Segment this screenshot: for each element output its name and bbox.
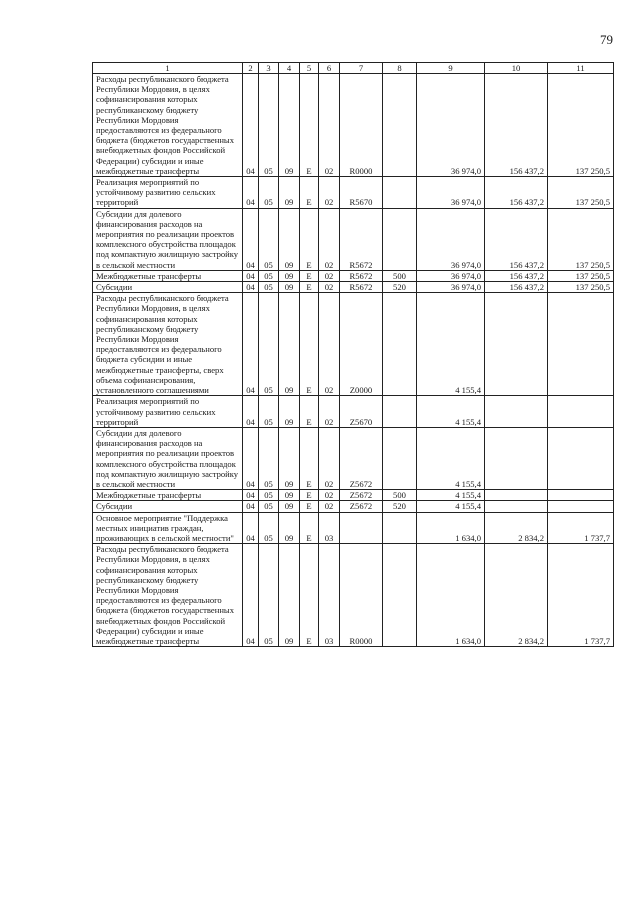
- code-cell: 02: [319, 270, 340, 281]
- table-row: [93, 490, 614, 501]
- amount-cell: 2 834,2: [485, 544, 548, 647]
- amount-cell: 2 834,2: [485, 512, 548, 544]
- code-cell: [383, 208, 417, 270]
- code-cell: 05: [259, 293, 279, 396]
- code-cell: 09: [279, 270, 300, 281]
- code-cell: R5672: [340, 282, 383, 293]
- column-header: 7: [340, 63, 383, 74]
- amount-cell: [548, 490, 614, 501]
- amount-cell: [485, 396, 548, 428]
- code-cell: 09: [279, 293, 300, 396]
- code-cell: 03: [319, 512, 340, 544]
- amount-cell: [485, 490, 548, 501]
- code-cell: Е: [300, 177, 319, 209]
- code-cell: 05: [259, 74, 279, 177]
- table-row: [93, 282, 614, 293]
- page-number: 79: [600, 32, 613, 47]
- code-cell: 02: [319, 74, 340, 177]
- amount-cell: 156 437,2: [485, 282, 548, 293]
- code-cell: 05: [259, 544, 279, 647]
- code-cell: Z5672: [340, 427, 383, 489]
- code-cell: Е: [300, 208, 319, 270]
- table-row: [93, 544, 614, 647]
- code-cell: 04: [243, 282, 259, 293]
- amount-cell: 137 250,5: [548, 74, 614, 177]
- code-cell: Е: [300, 282, 319, 293]
- code-cell: Е: [300, 74, 319, 177]
- amount-cell: 156 437,2: [485, 74, 548, 177]
- table-row: [93, 512, 614, 544]
- code-cell: 05: [259, 270, 279, 281]
- column-header: 4: [279, 63, 300, 74]
- table-row: [93, 427, 614, 489]
- amount-cell: 156 437,2: [485, 270, 548, 281]
- amount-cell: 4 155,4: [417, 396, 485, 428]
- code-cell: 05: [259, 501, 279, 512]
- code-cell: 02: [319, 490, 340, 501]
- amount-cell: 156 437,2: [485, 208, 548, 270]
- code-cell: Z0000: [340, 293, 383, 396]
- row-name-cell: Субсидии: [93, 501, 243, 512]
- row-name-cell: Субсидии: [93, 282, 243, 293]
- row-name-cell: Межбюджетные трансферты: [93, 490, 243, 501]
- amount-cell: 36 974,0: [417, 177, 485, 209]
- code-cell: [383, 544, 417, 647]
- code-cell: [383, 177, 417, 209]
- code-cell: 03: [319, 544, 340, 647]
- code-cell: Е: [300, 293, 319, 396]
- amount-cell: 137 250,5: [548, 282, 614, 293]
- code-cell: 04: [243, 293, 259, 396]
- code-cell: [383, 293, 417, 396]
- code-cell: Е: [300, 544, 319, 647]
- code-cell: 520: [383, 282, 417, 293]
- table-row: [93, 396, 614, 428]
- code-cell: R5672: [340, 208, 383, 270]
- table-row: [93, 208, 614, 270]
- amount-cell: 36 974,0: [417, 282, 485, 293]
- amount-cell: [548, 396, 614, 428]
- amount-cell: 4 155,4: [417, 490, 485, 501]
- code-cell: 04: [243, 427, 259, 489]
- code-cell: [383, 427, 417, 489]
- column-header: 8: [383, 63, 417, 74]
- column-header: 1: [93, 63, 243, 74]
- table-row: [93, 501, 614, 512]
- amount-cell: 1 737,7: [548, 512, 614, 544]
- code-cell: 05: [259, 512, 279, 544]
- amount-cell: 4 155,4: [417, 501, 485, 512]
- code-cell: R5672: [340, 270, 383, 281]
- column-header: 2: [243, 63, 259, 74]
- code-cell: 05: [259, 427, 279, 489]
- amount-cell: 36 974,0: [417, 208, 485, 270]
- amount-cell: 4 155,4: [417, 293, 485, 396]
- code-cell: 05: [259, 396, 279, 428]
- code-cell: 09: [279, 282, 300, 293]
- amount-cell: 1 634,0: [417, 512, 485, 544]
- row-name-cell: Основное мероприятие "Поддержка местных инициатив граждан, проживающих в сельской местности": [93, 512, 243, 544]
- table-row: [93, 293, 614, 396]
- code-cell: R0000: [340, 544, 383, 647]
- code-cell: 09: [279, 396, 300, 428]
- code-cell: 02: [319, 501, 340, 512]
- code-cell: [383, 74, 417, 177]
- amount-cell: [485, 427, 548, 489]
- header-row: [93, 63, 614, 74]
- code-cell: 05: [259, 490, 279, 501]
- code-cell: 09: [279, 512, 300, 544]
- column-header: 3: [259, 63, 279, 74]
- code-cell: [383, 512, 417, 544]
- code-cell: Е: [300, 396, 319, 428]
- column-header: 11: [548, 63, 614, 74]
- code-cell: 09: [279, 177, 300, 209]
- amount-cell: [485, 293, 548, 396]
- code-cell: 04: [243, 208, 259, 270]
- code-cell: Z5670: [340, 396, 383, 428]
- table-row: [93, 177, 614, 209]
- code-cell: 04: [243, 544, 259, 647]
- code-cell: 04: [243, 177, 259, 209]
- amount-cell: 137 250,5: [548, 177, 614, 209]
- code-cell: 02: [319, 282, 340, 293]
- code-cell: 04: [243, 512, 259, 544]
- row-name-cell: Реализация мероприятий по устойчивому развитию сельских территорий: [93, 396, 243, 428]
- code-cell: 02: [319, 177, 340, 209]
- code-cell: Z5672: [340, 501, 383, 512]
- code-cell: R0000: [340, 74, 383, 177]
- row-name-cell: Межбюджетные трансферты: [93, 270, 243, 281]
- column-header: 9: [417, 63, 485, 74]
- code-cell: 02: [319, 427, 340, 489]
- code-cell: 09: [279, 74, 300, 177]
- amount-cell: 36 974,0: [417, 74, 485, 177]
- code-cell: 09: [279, 501, 300, 512]
- code-cell: 04: [243, 396, 259, 428]
- code-cell: 04: [243, 74, 259, 177]
- amount-cell: 36 974,0: [417, 270, 485, 281]
- row-name-cell: Расходы республиканского бюджета Республики Мордовия, в целях софинансирования которых республиканскому бюджету Республики Мордовия предоставляются из федерального бюджета субсидии и иные межбюджетные трансферты, сверх объема софинансирования, установленного соглашениями: [93, 293, 243, 396]
- amount-cell: [548, 427, 614, 489]
- row-name-cell: Субсидии для долевого финансирования расходов на мероприятия по реализации проектов комплексного обустройства площадок под компактную жилищную застройку в сельской местности: [93, 427, 243, 489]
- table-row: [93, 74, 614, 177]
- amount-cell: 4 155,4: [417, 427, 485, 489]
- code-cell: Е: [300, 270, 319, 281]
- code-cell: 04: [243, 270, 259, 281]
- amount-cell: 156 437,2: [485, 177, 548, 209]
- code-cell: [383, 396, 417, 428]
- code-cell: 500: [383, 490, 417, 501]
- code-cell: Е: [300, 427, 319, 489]
- code-cell: 09: [279, 208, 300, 270]
- code-cell: 02: [319, 396, 340, 428]
- amount-cell: [548, 293, 614, 396]
- amount-cell: 137 250,5: [548, 270, 614, 281]
- amount-cell: [548, 501, 614, 512]
- amount-cell: 137 250,5: [548, 208, 614, 270]
- code-cell: 520: [383, 501, 417, 512]
- amount-cell: 1 634,0: [417, 544, 485, 647]
- table-body: [93, 74, 614, 647]
- code-cell: 09: [279, 544, 300, 647]
- code-cell: 05: [259, 282, 279, 293]
- column-header: 10: [485, 63, 548, 74]
- code-cell: 02: [319, 293, 340, 396]
- amount-cell: 1 737,7: [548, 544, 614, 647]
- code-cell: 500: [383, 270, 417, 281]
- code-cell: 09: [279, 490, 300, 501]
- code-cell: 09: [279, 427, 300, 489]
- code-cell: 04: [243, 501, 259, 512]
- row-name-cell: Расходы республиканского бюджета Республики Мордовия, в целях софинансирования которых республиканскому бюджету Республики Мордовия предоставляются из федерального бюджета (бюджетов государственных внебюджетных фондов Российской Федерации) субсидии и иные межбюджетные трансферты: [93, 544, 243, 647]
- code-cell: 05: [259, 177, 279, 209]
- row-name-cell: Реализация мероприятий по устойчивому развитию сельских территорий: [93, 177, 243, 209]
- code-cell: 04: [243, 490, 259, 501]
- code-cell: [340, 512, 383, 544]
- amount-cell: [485, 501, 548, 512]
- code-cell: Е: [300, 512, 319, 544]
- column-header: 6: [319, 63, 340, 74]
- row-name-cell: Субсидии для долевого финансирования расходов на мероприятия по реализации проектов комплексного обустройства площадок под компактную жилищную застройку в сельской местности: [93, 208, 243, 270]
- table-row: [93, 270, 614, 281]
- column-header: 5: [300, 63, 319, 74]
- code-cell: Z5672: [340, 490, 383, 501]
- code-cell: 02: [319, 208, 340, 270]
- code-cell: R5670: [340, 177, 383, 209]
- row-name-cell: Расходы республиканского бюджета Республики Мордовия, в целях софинансирования которых республиканскому бюджету Республики Мордовия предоставляются из федерального бюджета (бюджетов государственных внебюджетных фондов Российской Федерации) субсидии и иные межбюджетные трансферты: [93, 74, 243, 177]
- budget-table: [92, 62, 614, 647]
- code-cell: 05: [259, 208, 279, 270]
- code-cell: Е: [300, 501, 319, 512]
- code-cell: Е: [300, 490, 319, 501]
